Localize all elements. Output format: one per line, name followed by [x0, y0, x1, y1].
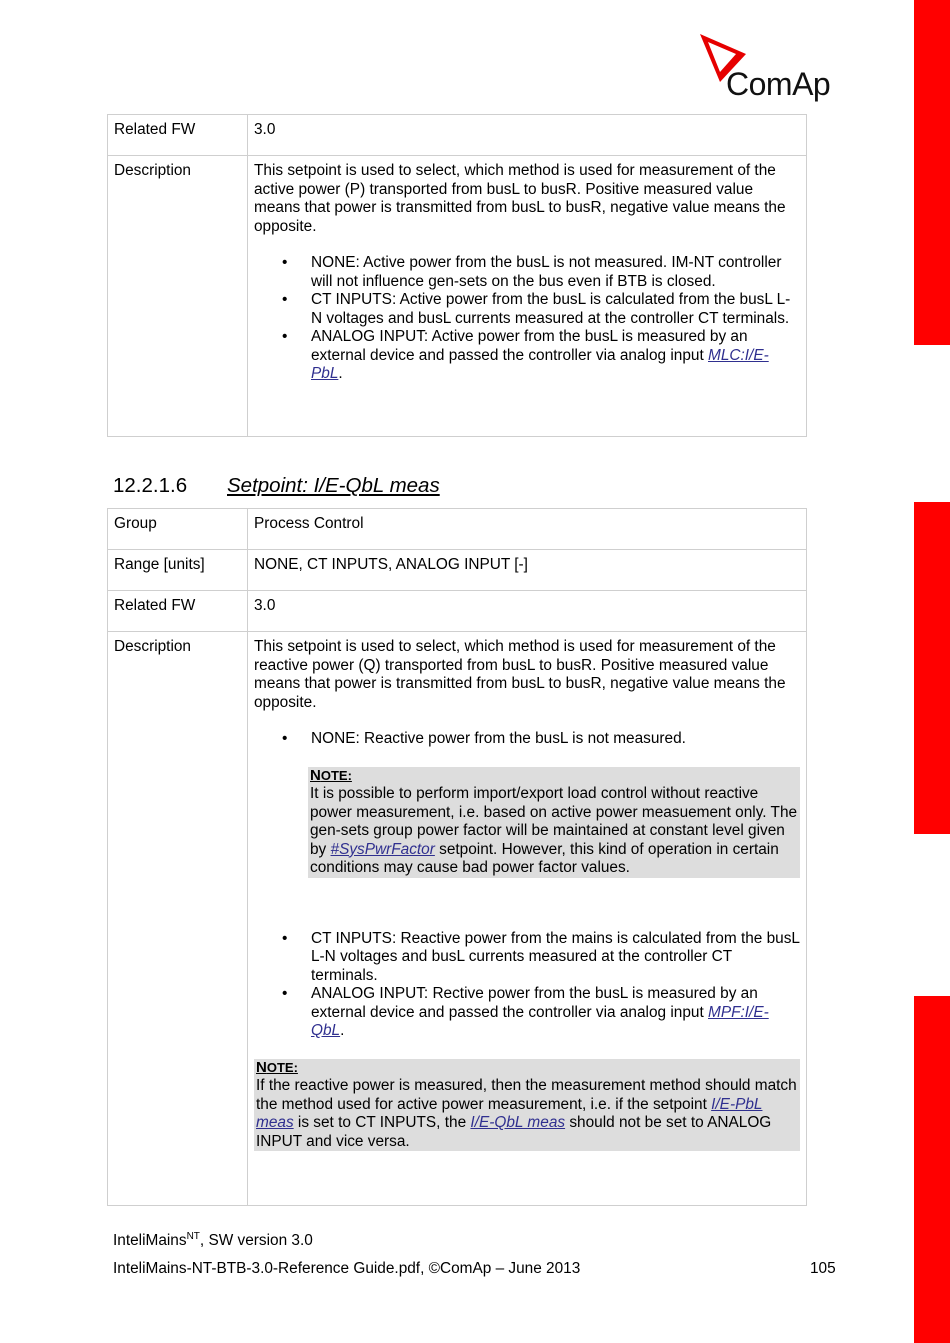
setpoint-table-active — [107, 114, 807, 437]
table-row — [108, 632, 807, 1206]
note-text: It is possible to perform import/export load control without reactive power measurement, i.e. based on active power measuement only. The gen-sets group power factor will be maintained at constant level given by #SysPwrFactor setpoint. However, this kind of operation in certain conditions may cause bad power factor values. — [310, 785, 798, 876]
link-mpf-ie-qbl[interactable]: MPF:I/E-QbL — [311, 1003, 769, 1039]
row-value: Process Control — [248, 509, 807, 550]
link-ie-qbl-meas[interactable]: I/E-QbL meas — [470, 1114, 566, 1131]
link-mlc-ie-pbl[interactable]: MLC:I/E-PbL — [311, 346, 769, 382]
row-label: Description — [108, 156, 248, 437]
list-item: • CT INPUTS: Active power from the busL is calculated from the busL L-N voltages and busL currents measured at the controller CT terminals. — [254, 291, 800, 328]
footer-document: InteliMains-NT-BTB-3.0-Reference Guide.pdf, ©ComAp – June 2013 — [113, 1260, 581, 1277]
option-list — [254, 730, 800, 749]
setpoint-table-reactive — [107, 508, 807, 1206]
link-syspwrfactor[interactable]: #SysPwrFactor — [330, 840, 435, 858]
row-label: Group — [108, 509, 248, 550]
option-list — [254, 254, 800, 384]
list-item: • NONE: Active power from the busL is not measured. IM-NT controller will not influence gen-sets on the bus even if BTB is closed. — [254, 254, 800, 291]
row-value: 3.0 — [248, 591, 807, 632]
list-item-text: ANALOG INPUT: Active power from the busL is measured by an external device and passed the controller via analog input — [311, 328, 748, 364]
description-intro: This setpoint is used to select, which method is used for measurement of the active power (P) transported from busL to busR. Positive measured value means that power is transmitted from busL to busR, negative value means the opposite. — [254, 162, 786, 235]
note-title: NOTE: — [310, 766, 352, 784]
list-item-period: . — [340, 1022, 345, 1039]
note-box — [254, 1059, 800, 1152]
logo-text: ComAp — [726, 66, 831, 102]
list-item: • CT INPUTS: Reactive power from the mains is calculated from the busL L-N voltages and busL currents measured at the controller CT terminals. — [254, 930, 800, 986]
table-row — [108, 115, 807, 156]
side-marker-bottom — [914, 996, 950, 1343]
list-item — [254, 985, 800, 1041]
row-label: Related FW — [108, 115, 248, 156]
list-item: • NONE: Reactive power from the busL is not measured. — [254, 730, 800, 749]
table-row — [108, 156, 807, 437]
footer-product: InteliMains$^{NT}$, SW version 3.0 — [113, 1231, 313, 1250]
note-box — [308, 767, 800, 878]
section-heading — [113, 474, 440, 498]
table-row — [108, 591, 807, 632]
list-item-text: ANALOG INPUT: Rective power from the busL is measured by an external device and passed the controller via analog input — [311, 985, 758, 1021]
side-marker-top — [914, 0, 950, 345]
table-row — [108, 509, 807, 550]
option-list — [254, 930, 800, 1041]
page-number: 105 — [810, 1260, 836, 1277]
section-title[interactable]: Setpoint: I/E-QbL meas — [227, 474, 440, 497]
row-value: 3.0 — [248, 115, 807, 156]
section-number: 12.2.1.6 — [113, 474, 188, 497]
row-label: Description — [108, 632, 248, 1206]
list-item — [254, 328, 800, 384]
row-label: Related FW — [108, 591, 248, 632]
note-title: NOTE: — [256, 1058, 298, 1076]
description-intro: This setpoint is used to select, which method is used for measurement of the reactive power (Q) transported from busL to busR. Positive measured value means that power is transmitted from busL to busR, negative value means the opposite. — [254, 638, 786, 711]
row-value: NONE, CT INPUTS, ANALOG INPUT [-] — [248, 550, 807, 591]
description-cell — [248, 632, 807, 1206]
table-row — [108, 550, 807, 591]
side-marker-middle — [914, 502, 950, 834]
row-label: Range [units] — [108, 550, 248, 591]
list-item-period: . — [338, 365, 343, 382]
note-text: If the reactive power is measured, then the measurement method should match the method used for active power measurement, i.e. if the setpoint I/E-PbL meas is set to CT INPUTS, the I/E-QbL meas should not be set to ANALOG INPUT and vice versa. — [256, 1077, 797, 1150]
link-ie-pbl-meas[interactable]: I/E-PbL meas — [256, 1095, 763, 1131]
comap-logo — [698, 32, 843, 104]
description-cell — [248, 156, 807, 437]
